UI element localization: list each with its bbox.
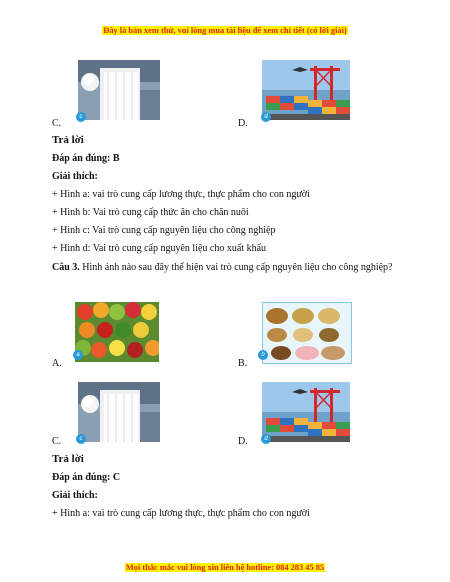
- correct-answer: Đáp án đúng: B: [52, 153, 120, 164]
- explanation-line: + Hình b: Vai trò cung cấp thức ăn cho chăn nuôi: [52, 207, 249, 218]
- image-textile-mill: [78, 60, 160, 120]
- explanation-line: + Hình d: Vai trò cung cấp nguyên liệu cho xuất khẩu: [52, 243, 267, 254]
- option-d-label: D.: [238, 436, 248, 447]
- question-number: Câu 3.: [52, 262, 80, 273]
- option-c-label: C.: [52, 118, 62, 129]
- explanation-line: + Hình c: Vai trò cung cấp nguyên liệu cho công nghiệp: [52, 225, 276, 236]
- badge-b: b: [258, 350, 268, 360]
- image-port-containers: [262, 382, 350, 442]
- image-animal-feed: [262, 302, 352, 364]
- explanation-line: + Hình a: vai trò cung cấp lương thực, thực phẩm cho con người: [52, 189, 310, 200]
- explanation-line: + Hình a: vai trò cung cấp lương thực, thực phẩm cho con người: [52, 508, 310, 519]
- explanation-heading: Giải thích:: [52, 171, 98, 182]
- footer-banner: Mọi thắc mắc vui lòng xin liên hệ hotline: 084 283 45 85: [125, 563, 325, 572]
- image-fruits-vegetables: [75, 302, 159, 362]
- badge-c: c: [76, 434, 86, 444]
- badge-d: d: [261, 112, 271, 122]
- answer-heading: Trả lời: [52, 134, 84, 146]
- option-a-label: A.: [52, 358, 62, 369]
- correct-answer: Đáp án đúng: C: [52, 472, 121, 483]
- option-c-label: C.: [52, 436, 62, 447]
- question-3: [52, 259, 397, 277]
- option-b-label: B.: [238, 358, 248, 369]
- header-banner: Đây là bản xem thử, vui lòng mua tài liệu để xem chi tiết (có lời giải): [103, 26, 347, 35]
- answer-heading: Trả lời: [52, 453, 84, 465]
- explanation-heading: Giải thích:: [52, 490, 98, 501]
- badge-a: a: [73, 350, 83, 360]
- option-d-label: D.: [238, 118, 248, 129]
- badge-d: d: [261, 434, 271, 444]
- badge-c: c: [76, 112, 86, 122]
- question-text: Hình ảnh nào sau đây thể hiện vai trò cung cấp nguyên liệu cho công nghiệp?: [79, 262, 393, 273]
- image-textile-mill: [78, 382, 160, 442]
- image-port-containers: [262, 60, 350, 120]
